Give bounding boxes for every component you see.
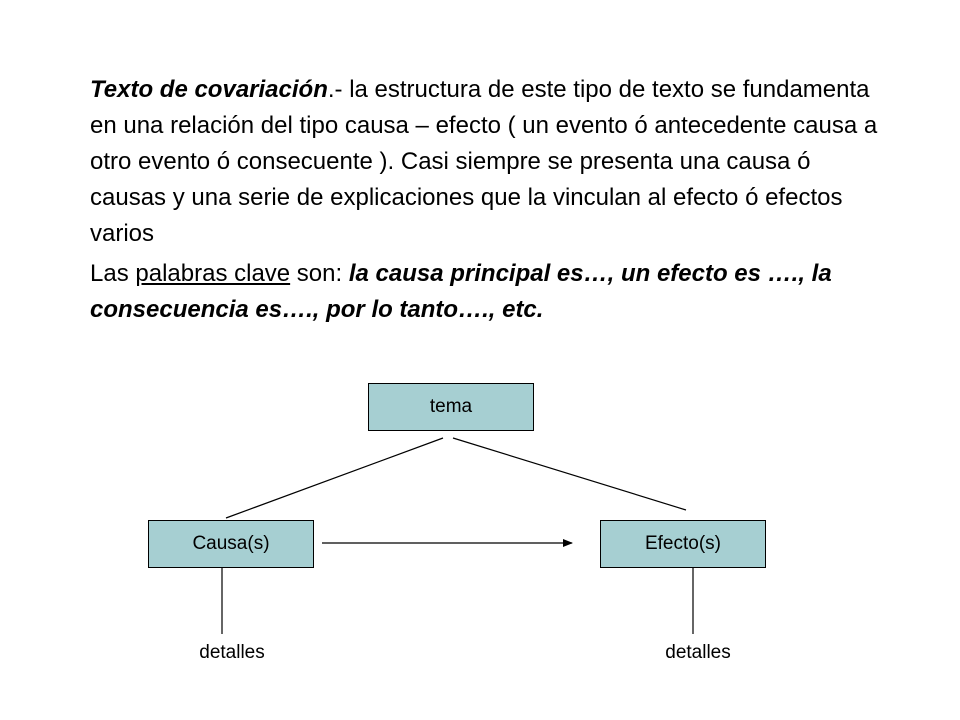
definition-heading: Texto de covariación [90,76,328,103]
causa-detalles-label: detalles [199,642,265,663]
keywords-term: palabras clave [135,260,291,287]
definition-body: la estructura de este tipo de texto se fundamenta en una relación del tipo causa – efecto ( un evento ó antecedente causa a otro evento ó consecuente ). Casi siempre se presenta una causa ó causas y una serie de explicaciones que la vinculan al efecto ó efectos varios [90,76,878,247]
causa-label: Causa(s) [192,533,270,554]
tema-box [368,383,534,431]
causa-box [148,520,314,568]
connector-tema-causa [226,438,443,518]
keywords-intro: Las [90,260,136,287]
keywords-connector: son: [290,260,349,287]
efecto-box [600,520,766,568]
efecto-label: Efecto(s) [644,533,722,554]
keywords-examples: la causa principal es…, un efecto es …., la consecuencia es…., por lo tanto…., etc. [90,260,832,323]
connector-tema-efecto [453,438,686,510]
tema-label: tema [429,396,473,417]
efecto-detalles-label: detalles [665,642,731,663]
definition-separator: .- [327,76,350,103]
